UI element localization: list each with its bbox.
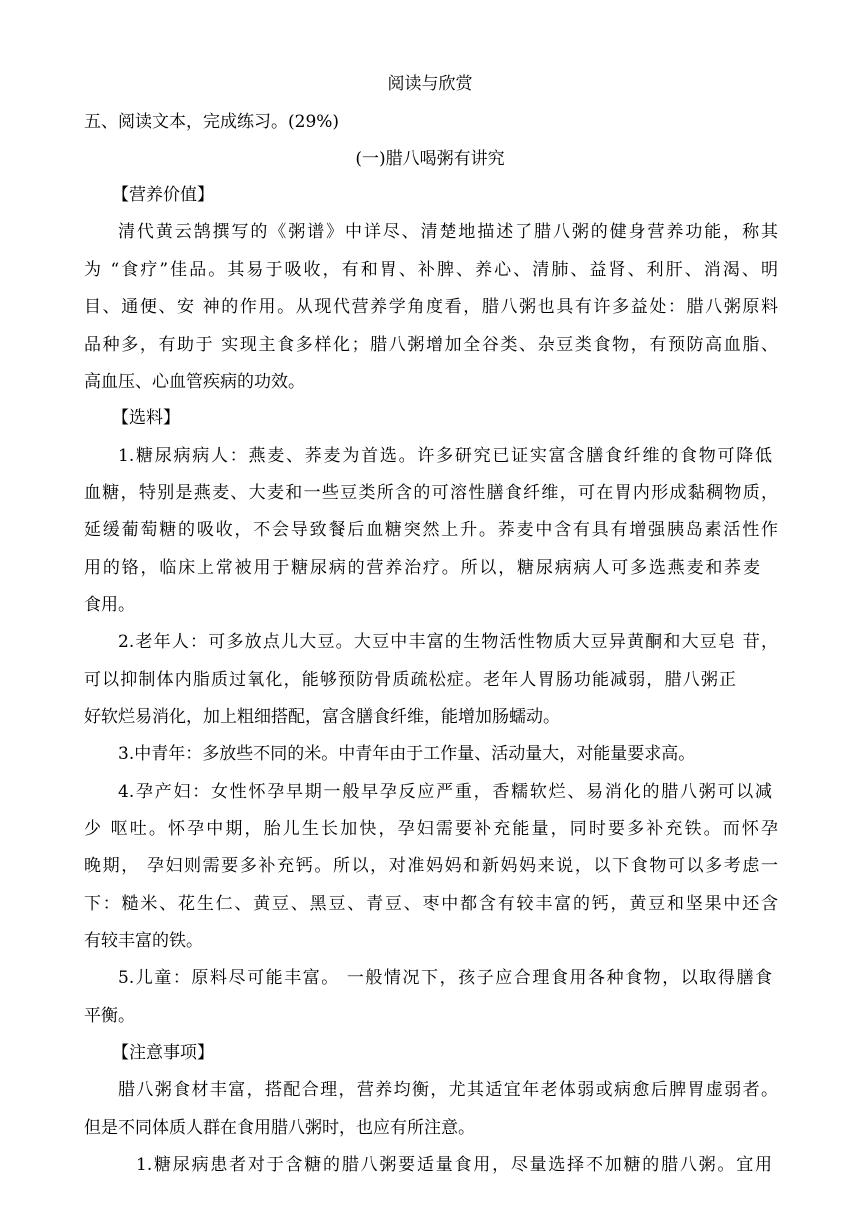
paragraph-line: 3.中青年：多放些不同的米。中青年由于工作量、活动量大，对能量要求高。 <box>118 744 696 764</box>
paragraph-line: 品种多，有助于 实现主食多样化；腊八粥增加全谷类、杂豆类食物，有预防高血脂、 <box>84 335 778 355</box>
paragraph-line: 2.老年人：可多放点儿大豆。大豆中丰富的生物活性物质大豆异黄酮和大豆皂 苷， <box>118 632 778 652</box>
paragraph-line: 少 呕吐。怀孕中期，胎儿生长加快，孕妇需要补充能量，同时要多补充铁。而怀孕 <box>84 819 778 839</box>
paragraph-line: 有较丰富的铁。 <box>84 931 203 951</box>
paragraph-line: 可以抑制体内脂质过氧化，能够预防骨质疏松症。老年人胃肠功能减弱，腊八粥正 <box>84 670 736 690</box>
paragraph-line: 血糖，特别是燕麦、大麦和一些豆类所含的可溶性膳食纤维，可在胃内形成黏稠物质， <box>84 483 778 503</box>
paragraph-line: 但是不同体质人群在食用腊八粥时，也应有所注意。 <box>84 1118 475 1138</box>
heading-nutrition: 【营养价值】 <box>112 185 214 205</box>
paragraph-line: 目、通便、安 神的作用。从现代营养学角度看，腊八粥也具有许多益处：腊八粥原料 <box>84 297 778 317</box>
paragraph-line: 食用。 <box>84 595 135 615</box>
paragraph-line: 延缓葡萄糖的吸收，不会导致餐后血糖突然上升。荞麦中含有具有增强胰岛素活性作 <box>84 520 778 540</box>
paragraph-line: 腊八粥食材丰富，搭配合理，营养均衡，尤其适宜年老体弱或病愈后脾胃虚弱者。 <box>118 1080 778 1100</box>
paragraph-line: 平衡。 <box>84 1006 135 1026</box>
paragraph-line: 用的铬，临床上常被用于糖尿病的营养治疗。所以，糖尿病病人可多选燕麦和荞麦 <box>84 558 760 578</box>
question-heading: 五、阅读文本，完成练习。(29%) <box>84 112 340 132</box>
paragraph-line: 为 “食疗”佳品。其易于吸收，有和胃、补脾、养心、清肺、益肾、利肝、消渴、明 <box>84 260 778 280</box>
paragraph-line: 清代黄云鹄撰写的《粥谱》中详尽、清楚地描述了腊八粥的健身营养功能，称其 <box>118 222 778 242</box>
paragraph-line: 高血压、心血管疾病的功效。 <box>84 372 305 392</box>
paragraph-line: 下：糙米、花生仁、黄豆、黑豆、青豆、枣中都含有较丰富的钙，黄豆和坚果中还含 <box>84 894 778 914</box>
heading-notes: 【注意事项】 <box>112 1043 214 1063</box>
paragraph-line: 好软烂易消化，加上粗细搭配，富含膳食纤维，能增加肠蠕动。 <box>84 707 560 727</box>
paragraph-line: 5.儿童：原料尽可能丰富。 一般情况下，孩子应合理食用各种食物，以取得膳食 <box>118 968 772 988</box>
paragraph-line: 晚期， 孕妇则需要多补充钙。所以，对准妈妈和新妈妈来说，以下食物可以多考虑一 <box>84 856 778 876</box>
paragraph-line: 1.糖尿病病人：燕麦、荞麦为首选。许多研究已证实富含膳食纤维的食物可降低 <box>118 446 772 466</box>
paragraph-line: 1.糖尿病患者对于含糖的腊八粥要适量食用，尽量选择不加糖的腊八粥。宜用 <box>136 1155 772 1175</box>
heading-selection: 【选料】 <box>112 408 180 428</box>
paragraph-line: 4.孕产妇：女性怀孕早期一般早孕反应严重，香糯软烂、易消化的腊八粥可以减 <box>118 782 772 802</box>
article-title: (一)腊八喝粥有讲究 <box>355 149 505 169</box>
section-title: 阅读与欣赏 <box>387 74 473 94</box>
